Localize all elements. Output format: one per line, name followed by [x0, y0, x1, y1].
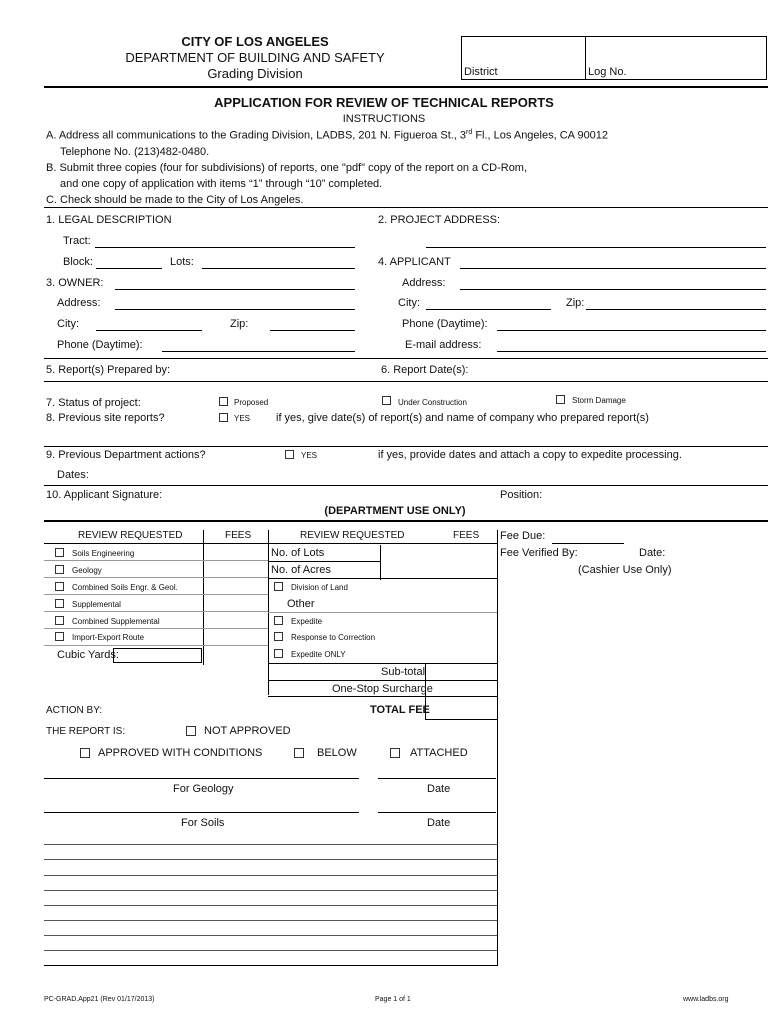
not-approved-label: NOT APPROVED: [204, 725, 291, 737]
table-divider-right: [497, 530, 498, 966]
reports-prepared-label: 5. Report(s) Prepared by:: [46, 364, 171, 376]
department-use-rule: [44, 520, 768, 522]
email-input[interactable]: [497, 351, 766, 352]
attached-checkbox[interactable]: [390, 748, 400, 758]
table-header-rule: [44, 543, 498, 544]
department-heading: DEPARTMENT OF BUILDING AND SAFETY: [125, 50, 385, 65]
owner-input[interactable]: [115, 289, 355, 290]
owner-phone-label: Phone (Daytime):: [57, 339, 143, 351]
expedite-only-label: Expedite ONLY: [291, 650, 346, 659]
row-rule: [44, 594, 268, 595]
no-of-acres-label: No. of Acres: [271, 564, 331, 576]
proposed-label: Proposed: [234, 398, 269, 407]
geology-signature-line[interactable]: [44, 778, 359, 779]
row-rule: [44, 611, 268, 612]
section-rule-2: [44, 381, 768, 382]
for-soils-label: For Soils: [181, 817, 225, 829]
table-divider-3: [380, 545, 381, 580]
review-requested-header-right: REVIEW REQUESTED: [300, 530, 405, 541]
city-heading: CITY OF LOS ANGELES: [181, 34, 329, 49]
combined-supplemental-checkbox[interactable]: [55, 616, 64, 625]
storm-damage-label: Storm Damage: [572, 396, 626, 405]
notes-line[interactable]: [44, 875, 497, 876]
combined-checkbox[interactable]: [55, 582, 64, 591]
signature-label: 10. Applicant Signature:: [46, 489, 163, 501]
legal-description-label: 1. LEGAL DESCRIPTION: [46, 214, 172, 226]
row-rule: [268, 612, 497, 613]
applicant-phone-label: Phone (Daytime):: [402, 318, 488, 330]
previous-reports-label: 8. Previous site reports?: [46, 412, 165, 424]
notes-line[interactable]: [44, 859, 497, 860]
applicant-label: 4. APPLICANT: [378, 256, 451, 268]
owner-address-input[interactable]: [115, 309, 355, 310]
expedite-only-checkbox[interactable]: [274, 649, 283, 658]
cashier-use-label: (Cashier Use Only): [578, 564, 672, 576]
applicant-address-label: Address:: [402, 277, 446, 289]
fees-header-right: FEES: [453, 530, 480, 541]
applicant-phone-input[interactable]: [497, 330, 766, 331]
status-label: 7. Status of project:: [46, 397, 141, 409]
row-rule: [44, 560, 268, 561]
division-of-land-checkbox[interactable]: [274, 582, 283, 591]
for-geology-label: For Geology: [173, 783, 234, 795]
applicant-zip-label: Zip:: [566, 297, 585, 309]
response-correction-label: Response to Correction: [291, 633, 376, 642]
storm-damage-checkbox[interactable]: [556, 395, 565, 404]
review-requested-header-left: REVIEW REQUESTED: [78, 530, 183, 541]
dates-label: Dates:: [57, 469, 89, 481]
project-address-label: 2. PROJECT ADDRESS:: [378, 214, 501, 226]
district-field[interactable]: District: [464, 66, 498, 78]
no-of-lots-label: No. of Lots: [271, 547, 325, 559]
project-address-input[interactable]: [426, 247, 766, 248]
block-input[interactable]: [96, 268, 162, 269]
previous-actions-yes-checkbox[interactable]: [285, 450, 294, 459]
row-rule: [44, 577, 268, 578]
notes-line[interactable]: [44, 935, 497, 936]
previous-actions-yes-label: YES: [301, 451, 318, 460]
owner-city-input[interactable]: [96, 330, 202, 331]
owner-label: 3. OWNER:: [46, 277, 104, 289]
notes-line[interactable]: [44, 965, 497, 966]
email-label: E-mail address:: [405, 339, 482, 351]
expedite-label: Expedite: [291, 617, 323, 626]
soils-engineering-checkbox[interactable]: [55, 548, 64, 557]
page-title: APPLICATION FOR REVIEW OF TECHNICAL REPORTS: [214, 95, 554, 110]
previous-reports-note: if yes, give date(s) of report(s) and name of company who prepared report(s): [276, 412, 649, 424]
fees-header-left: FEES: [225, 530, 252, 541]
instruction-a-phone: Telephone No. (213)482-0480.: [60, 146, 210, 158]
cubic-yards-input[interactable]: [113, 648, 202, 663]
previous-actions-label: 9. Previous Department actions?: [46, 449, 206, 461]
soils-date-line[interactable]: [378, 812, 496, 813]
applicant-zip-input[interactable]: [586, 309, 766, 310]
review-item-soils: Soils Engineering: [72, 549, 135, 558]
website: www.ladbs.org: [683, 996, 729, 1003]
instructions-heading: INSTRUCTIONS: [342, 113, 426, 125]
geology-date-label: Date: [427, 783, 451, 795]
proposed-checkbox[interactable]: [219, 397, 228, 406]
log-number-field[interactable]: Log No.: [588, 66, 627, 78]
division-of-land-label: Division of Land: [291, 583, 348, 592]
cashier-date-label: Date:: [639, 547, 666, 559]
tract-label: Tract:: [63, 235, 91, 247]
notes-line[interactable]: [44, 920, 497, 921]
row-rule: [268, 696, 497, 697]
supplemental-checkbox[interactable]: [55, 599, 64, 608]
instruction-c: C. Check should be made to the City of Los Angeles.: [46, 194, 304, 206]
section-rule-4: [44, 485, 768, 486]
fee-verified-label: Fee Verified By:: [500, 547, 578, 559]
attached-label: ATTACHED: [410, 747, 468, 759]
subtotal-label: Sub-total: [381, 666, 426, 678]
notes-line[interactable]: [44, 950, 497, 951]
row-rule: [44, 628, 268, 629]
notes-line[interactable]: [44, 890, 497, 891]
tract-input[interactable]: [95, 247, 355, 248]
review-item-import-export: Import-Export Route: [72, 633, 145, 642]
notes-line[interactable]: [44, 844, 497, 845]
review-item-supplemental: Supplemental: [72, 600, 121, 609]
instructions-rule: [44, 207, 768, 208]
section-rule-3: [44, 446, 768, 447]
under-construction-label: Under Construction: [398, 398, 467, 407]
soils-date-label: Date: [427, 817, 451, 829]
below-label: BELOW: [317, 747, 357, 759]
approved-with-conditions-checkbox[interactable]: [80, 748, 90, 758]
previous-reports-yes-label: YES: [234, 414, 251, 423]
previous-actions-note: if yes, provide dates and attach a copy to expedite processing.: [378, 449, 682, 461]
department-use-heading: (DEPARTMENT USE ONLY): [324, 505, 466, 517]
review-item-combined-supplemental: Combined Supplemental: [72, 617, 160, 626]
surcharge-label: One-Stop Surcharge: [332, 683, 433, 695]
action-by-label: ACTION BY:: [46, 705, 103, 716]
owner-city-label: City:: [57, 318, 79, 330]
row-rule: [44, 645, 268, 646]
owner-zip-input[interactable]: [270, 330, 355, 331]
page-number: Page 1 of 1: [375, 996, 411, 1003]
other-label: Other: [287, 598, 315, 610]
cubic-yards-label: Cubic Yards:: [57, 649, 119, 661]
instruction-b-cont: and one copy of application with items “1” through “10” completed.: [60, 178, 383, 190]
review-item-combined: Combined Soils Engr. & Geol.: [72, 583, 178, 592]
row-rule: [268, 663, 497, 664]
applicant-city-input[interactable]: [426, 309, 551, 310]
total-fee-rule: [425, 719, 497, 720]
position-label: Position:: [500, 489, 543, 501]
header-rule: [44, 86, 768, 88]
fee-due-input[interactable]: [552, 543, 624, 544]
geology-checkbox[interactable]: [55, 565, 64, 574]
owner-address-label: Address:: [57, 297, 101, 309]
not-approved-checkbox[interactable]: [186, 726, 196, 736]
division-heading: Grading Division: [207, 66, 303, 81]
instruction-b: B. Submit three copies (four for subdivisions) of reports, one "pdf" copy of the report on a CD-Rom,: [46, 162, 528, 174]
row-rule: [268, 578, 497, 579]
district-divider: [585, 36, 586, 80]
applicant-city-label: City:: [398, 297, 420, 309]
applicant-address-input[interactable]: [460, 289, 766, 290]
geology-date-line[interactable]: [378, 778, 496, 779]
review-item-geology: Geology: [72, 566, 102, 575]
block-label: Block:: [63, 256, 93, 268]
row-rule: [268, 561, 380, 562]
owner-zip-label: Zip:: [230, 318, 249, 330]
row-rule: [268, 680, 497, 681]
instruction-a: A. Address all communications to the Grading Division, LADBS, 201 N. Figueroa St., 3rd Fl., Los Angeles, CA 90012: [46, 129, 609, 142]
lots-input[interactable]: [202, 268, 355, 269]
approved-with-conditions-label: APPROVED WITH CONDITIONS: [98, 747, 263, 759]
under-construction-checkbox[interactable]: [382, 396, 391, 405]
lots-label: Lots:: [170, 256, 194, 268]
previous-reports-yes-checkbox[interactable]: [219, 413, 228, 422]
import-export-checkbox[interactable]: [55, 632, 64, 641]
expedite-checkbox[interactable]: [274, 616, 283, 625]
applicant-input[interactable]: [460, 268, 766, 269]
form-id: PC-GRAD.App21 (Rev 01/17/2013): [44, 996, 155, 1003]
soils-signature-line[interactable]: [44, 812, 359, 813]
section-rule-1: [44, 358, 768, 359]
report-dates-label: 6. Report Date(s):: [381, 364, 469, 376]
notes-line[interactable]: [44, 905, 497, 906]
owner-phone-input[interactable]: [162, 351, 355, 352]
below-checkbox[interactable]: [294, 748, 304, 758]
total-fee-label: TOTAL FEE: [370, 704, 430, 716]
report-is-label: THE REPORT IS:: [46, 726, 126, 737]
fee-due-label: Fee Due:: [500, 530, 546, 542]
response-correction-checkbox[interactable]: [274, 632, 283, 641]
